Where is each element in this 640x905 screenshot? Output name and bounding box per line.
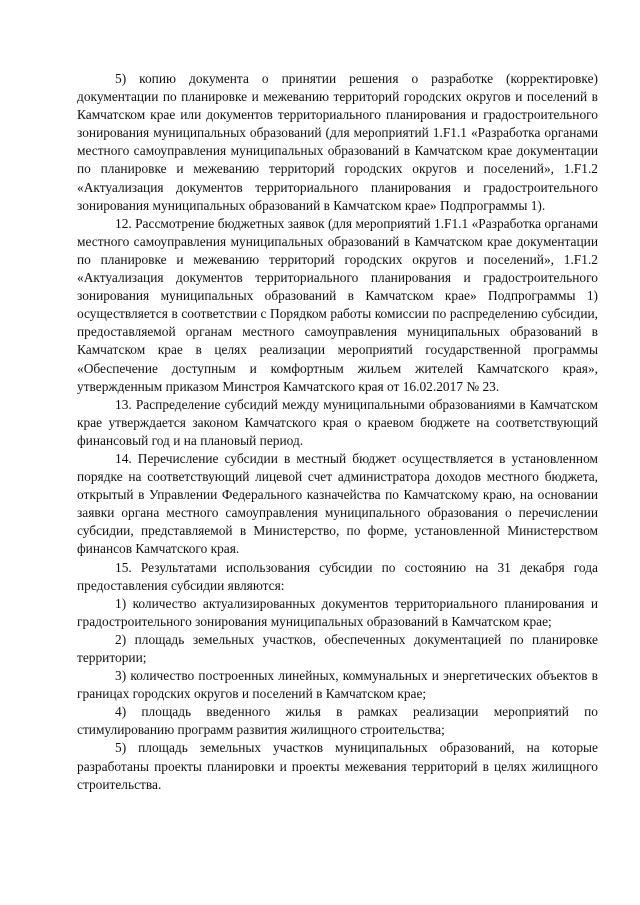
paragraph-14-subsidy-transfer: 14. Перечисление субсидии в местный бюджет осуществляется в установленном порядке на соответствующий лицевой счет администратора доходов местного бюджета, открытый в Управлении Федерального казначейства по Камчатскому краю, на основании заявки органа местного самоуправления муниципального образования о перечислении субсидии, представляемой в Министерство, по форме, установленной Министерством финансов Камчатского края. <box>77 450 598 557</box>
result-item-1: 1) количество актуализированных документов территориального планирования и градостроительного зонирования муниципальных образований в Камчатском крае; <box>77 595 598 629</box>
document-page <box>77 70 598 794</box>
result-item-5: 5) площадь земельных участков муниципальных образований, на которые разработаны проекты планировки и проекты межевания территорий в целях жилищного строительства. <box>77 740 598 792</box>
result-item-3: 3) количество построенных линейных, коммунальных и энергетических объектов в границах городских округов и поселений в Камчатском крае; <box>77 668 598 702</box>
paragraph-12-budget-applications: 12. Рассмотрение бюджетных заявок (для мероприятий 1.F1.1 «Разработка органами местного самоуправления муниципальных образований в Камчатском крае документации по планировке и межеванию территорий городских округов и поселений», 1.F1.2 «Актуализация документов территориального планирования и градостроительного зонирования муниципальных образований в Камчатском крае» Подпрограммы 1) осуществляется в соответствии с Порядком работы комиссии по распределению субсидии, предоставляемой органам местного самоуправления муниципальных образований в Камчатском крае в целях реализации мероприятий государственной программы «Обеспечение доступным и комфортным жильем жителей Камчатского края», утвержденным приказом Минстроя Камчатского края от 16.02.2017 № 23. <box>77 215 598 394</box>
paragraph-item-5-document-copy: 5) копию документа о принятии решения о разработке (корректировке) документации по планировке и межеванию территорий городских округов и поселений в Камчатском крае или документов территориального планирования и градостроительного зонирования муниципальных образований (для мероприятий 1.F1.1 «Разработка органами местного самоуправления муниципальных образований в Камчатском крае документации по планировке и межеванию территорий городских округов и поселений», 1.F1.2 «Актуализация документов территориального планирования и градостроительного зонирования муниципальных образований в Камчатском крае» Подпрограммы 1). <box>77 71 598 213</box>
result-item-2: 2) площадь земельных участков, обеспеченных документацией по планировке территории; <box>77 631 598 665</box>
paragraph-13-subsidy-distribution: 13. Распределение субсидий между муниципальными образованиями в Камчатском крае утверждается законом Камчатского края о краевом бюджете на соответствующий финансовый год и на плановый период. <box>77 396 598 448</box>
paragraph-15-subsidy-results: 15. Результатами использования субсидии по состоянию на 31 декабря года предоставления субсидии являются: <box>77 559 598 593</box>
result-item-4: 4) площадь введенного жилья в рамках реализации мероприятий по стимулированию программ развития жилищного строительства; <box>77 704 598 738</box>
